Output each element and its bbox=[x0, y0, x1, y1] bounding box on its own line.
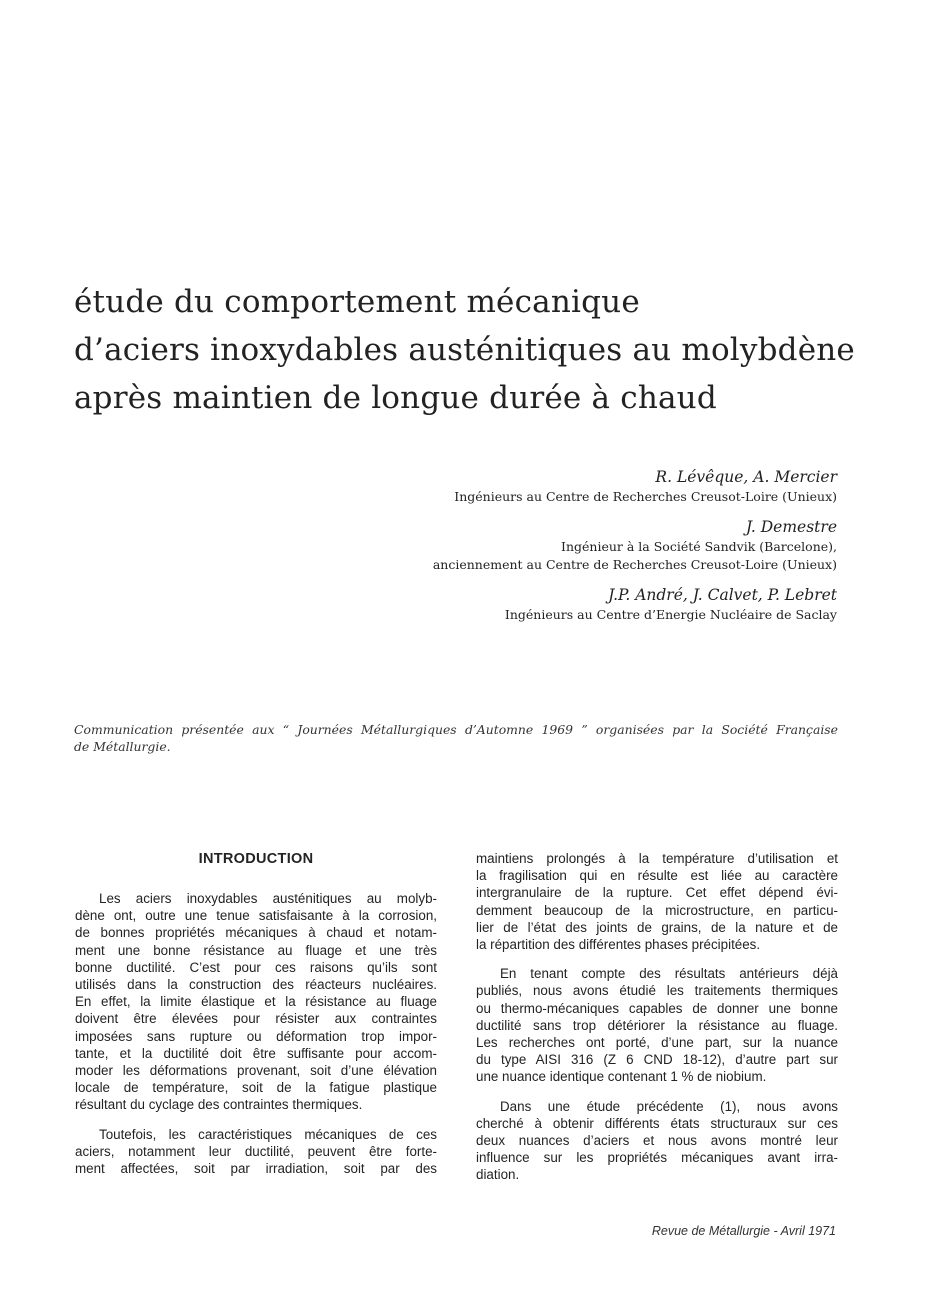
text-line: En effet, la limite élastique et la résistance au fluage bbox=[75, 994, 437, 1010]
communication-line: de Métallurgie. bbox=[74, 739, 171, 754]
text-line: moder les déformations provenant, soit d’une élévation bbox=[75, 1063, 437, 1079]
title-line: après maintien de longue durée à chaud bbox=[74, 380, 717, 416]
text-line: ou thermo-mécaniques capables de donner une bonne bbox=[476, 1000, 838, 1016]
author-names: J. Demestre bbox=[745, 518, 837, 536]
text-line: du type AISI 316 (Z 6 CND 18-12), d’autre part sur bbox=[476, 1052, 838, 1068]
affiliation-line: anciennement au Centre de Recherches Creusot-Loire (Unieux) bbox=[432, 557, 837, 572]
text-line: dène ont, outre une tenue satisfaisante à la corrosion, bbox=[75, 908, 437, 924]
text-line: lier de l’état des joints de grains, de la nature et de bbox=[476, 919, 838, 935]
text-line: doivent être élevées pour résister aux contraintes bbox=[75, 1011, 437, 1027]
paragraph bbox=[476, 965, 838, 1085]
communication-note bbox=[74, 721, 838, 755]
text-line: utilisés dans la construction des réacteurs nucléaires. bbox=[75, 977, 437, 993]
text-line: de bonnes propriétés mécaniques à chaud et notam- bbox=[75, 925, 437, 941]
text-line: tante, et la ductilité doit être suffisante pour accom- bbox=[75, 1045, 437, 1061]
author-affiliation bbox=[137, 606, 837, 624]
affiliation-line: Ingénieurs au Centre d’Energie Nucléaire de Saclay bbox=[504, 607, 837, 622]
title-line: étude du comportement mécanique bbox=[74, 284, 640, 320]
text-line: la fragilisation qui en résulte est liée au caractère bbox=[476, 868, 838, 884]
text-line: la répartition des différentes phases précipitées. bbox=[476, 937, 761, 953]
text-line: demment beaucoup de la microstructure, en particu- bbox=[476, 902, 838, 918]
text-line: Dans une étude précédente (1), nous avons bbox=[500, 1098, 838, 1114]
text-line: imposées sans rupture ou déformation trop impor- bbox=[75, 1028, 437, 1044]
text-line: deux nuances d’aciers et nous avons montré leur bbox=[476, 1133, 838, 1149]
text-line: cherché à obtenir différents états structuraux sur ces bbox=[476, 1115, 838, 1131]
text-line: ductilité sans trop détériorer la résistance au fluage. bbox=[476, 1017, 838, 1033]
text-line: diation. bbox=[476, 1167, 520, 1183]
article-title bbox=[74, 278, 874, 422]
text-line: ment une bonne résistance au fluage et une très bbox=[75, 942, 437, 958]
text-line: influence sur les propriétés mécaniques avant irra- bbox=[476, 1150, 838, 1166]
title-line: d’aciers inoxydables austénitiques au molybdène bbox=[74, 332, 855, 368]
author-affiliation bbox=[137, 488, 837, 506]
text-line: Les recherches ont porté, d’une part, sur la nuance bbox=[476, 1035, 838, 1051]
text-line: Toutefois, les caractéristiques mécaniques de ces bbox=[99, 1126, 437, 1142]
text-line: aciers, notamment leur ductilité, peuvent être forte- bbox=[75, 1143, 437, 1159]
affiliation-line: Ingénieurs au Centre de Recherches Creusot-Loire (Unieux) bbox=[454, 489, 837, 504]
author-names: R. Lévêque, A. Mercier bbox=[655, 468, 837, 486]
paragraph bbox=[75, 890, 437, 1114]
text-line: ment affectées, soit par irradiation, soit par des bbox=[75, 1161, 437, 1177]
text-line: résultant du cyclage des contraintes thermiques. bbox=[75, 1097, 363, 1113]
text-line: Les aciers inoxydables austénitiques au molyb- bbox=[99, 891, 437, 906]
right-column bbox=[476, 850, 838, 1196]
text-line: publiés, nous avons étudié les traitements thermiques bbox=[476, 983, 838, 999]
section-heading: INTRODUCTION bbox=[198, 851, 314, 867]
journal-footer: Revue de Métallurgie - Avril 1971 bbox=[651, 1224, 836, 1238]
author-block bbox=[137, 467, 837, 635]
text-line: En tenant compte des résultats antérieurs déjà bbox=[500, 966, 838, 982]
text-line: locale de température, soit de la fatigue plastique bbox=[75, 1080, 437, 1096]
affiliation-line: Ingénieur à la Société Sandvik (Barcelone), bbox=[561, 539, 837, 554]
communication-line: Communication présentée aux “ Journées Métallurgiques d’Automne 1969 ” organisées par la Société Française bbox=[74, 722, 838, 737]
paragraph bbox=[476, 850, 838, 953]
paragraph bbox=[75, 1126, 437, 1178]
text-line: intergranulaire de la rupture. Cet effet dépend évi- bbox=[476, 885, 838, 901]
paragraph bbox=[476, 1098, 838, 1184]
left-column bbox=[75, 850, 437, 1189]
author-names: J.P. André, J. Calvet, P. Lebret bbox=[608, 586, 837, 604]
text-line: une nuance identique contenant 1 % de niobium. bbox=[476, 1069, 767, 1085]
author-affiliation bbox=[137, 538, 837, 574]
text-line: bonne ductilité. C’est pour ces raisons qu’ils sont bbox=[75, 959, 437, 975]
text-line: maintiens prolongés à la température d’utilisation et bbox=[476, 851, 838, 866]
